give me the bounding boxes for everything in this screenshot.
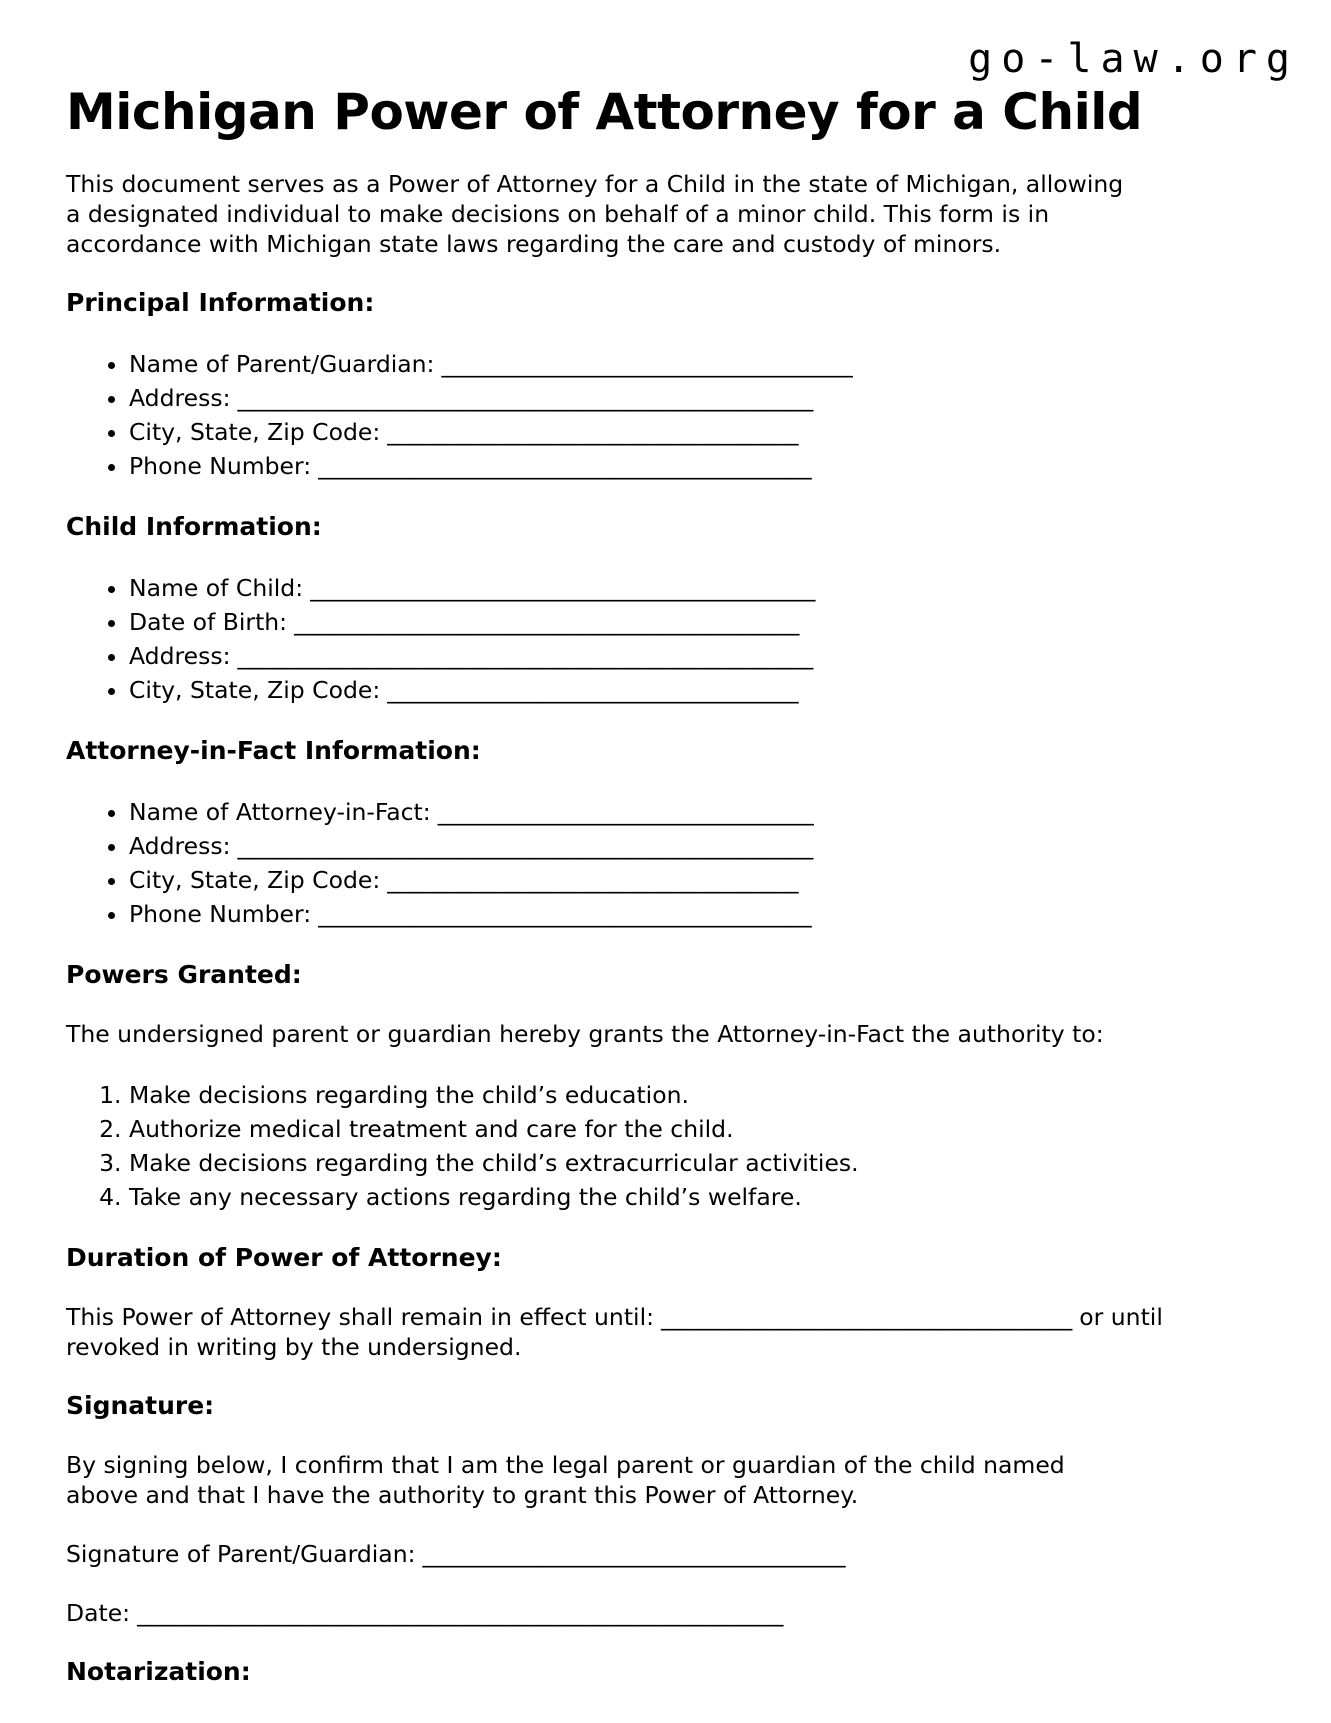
- duration-text-before: This Power of Attorney shall remain in effect until:: [66, 1303, 655, 1331]
- field-row-attorney-phone: [129, 897, 1265, 931]
- powers-granted-heading: Powers Granted:: [66, 960, 302, 989]
- field-label: City, State, Zip Code:: [129, 418, 381, 446]
- blank-line: __________________________________________: [318, 452, 812, 480]
- power-item: 4. Take any necessary actions regarding the child’s welfare.: [129, 1180, 1265, 1214]
- blank-line: ___________________________________________: [310, 574, 816, 602]
- duration-line: [66, 1302, 1265, 1332]
- field-row-parent-address: [129, 381, 1265, 415]
- blank-line: _________________________________________________: [237, 642, 814, 670]
- field-label: Name of Child:: [129, 574, 304, 602]
- signature-line-label: Signature of Parent/Guardian:: [66, 1540, 416, 1568]
- signature-statement: [66, 1450, 1265, 1510]
- duration-text-after: or until: [1079, 1303, 1163, 1331]
- duration-line: revoked in writing by the undersigned.: [66, 1333, 522, 1361]
- blank-line: ___________________________________: [387, 676, 799, 704]
- field-label: Address:: [129, 642, 231, 670]
- date-blank-line: _______________________________________________________: [137, 1599, 784, 1627]
- attorney-information-heading: Attorney-in-Fact Information:: [66, 736, 481, 765]
- field-row-child-dob: [129, 605, 1265, 639]
- field-label: Date of Birth:: [129, 608, 288, 636]
- field-row-attorney-address: [129, 829, 1265, 863]
- date-line-label: Date:: [66, 1599, 131, 1627]
- date-line-row: [66, 1598, 1265, 1628]
- field-row-parent-city-state-zip: [129, 415, 1265, 449]
- intro-line: a designated individual to make decisions on behalf of a minor child. This form is in: [66, 200, 1050, 228]
- field-label: Address:: [129, 384, 231, 412]
- attorney-information-list: [66, 795, 1265, 931]
- field-label: Address:: [129, 832, 231, 860]
- field-row-parent-phone: [129, 449, 1265, 483]
- field-label: Name of Parent/Guardian:: [129, 350, 435, 378]
- blank-line: ___________________________________: [387, 866, 799, 894]
- power-item: 2. Authorize medical treatment and care for the child.: [129, 1112, 1265, 1146]
- blank-line: _________________________________________________: [237, 832, 814, 860]
- field-row-child-address: [129, 639, 1265, 673]
- duration-heading: Duration of Power of Attorney:: [66, 1243, 502, 1272]
- duration-blank-line: ___________________________________: [661, 1303, 1073, 1331]
- duration-paragraph: [66, 1302, 1265, 1362]
- document-title: Michigan Power of Attorney for a Child: [66, 83, 1143, 141]
- field-label: Name of Attorney-in-Fact:: [129, 798, 431, 826]
- powers-list: [66, 1078, 1265, 1214]
- blank-line: ___________________________________: [441, 350, 853, 378]
- signature-statement-line: By signing below, I confirm that I am the legal parent or guardian of the child named: [66, 1451, 1065, 1479]
- intro-line: accordance with Michigan state laws regarding the care and custody of minors.: [66, 230, 1002, 258]
- field-label: City, State, Zip Code:: [129, 866, 381, 894]
- field-row-child-name: [129, 571, 1265, 605]
- principal-information-list: [66, 347, 1265, 483]
- power-item: 1. Make decisions regarding the child’s education.: [129, 1078, 1265, 1112]
- field-row-attorney-name: [129, 795, 1265, 829]
- blank-line: ________________________________: [437, 798, 814, 826]
- blank-line: __________________________________________: [318, 900, 812, 928]
- intro-paragraph: [66, 169, 1265, 259]
- powers-intro: The undersigned parent or guardian hereby grants the Attorney-in-Fact the authority to:: [66, 1020, 1104, 1048]
- signature-statement-line: above and that I have the authority to grant this Power of Attorney.: [66, 1481, 859, 1509]
- field-label: Phone Number:: [129, 900, 312, 928]
- field-row-parent-name: [129, 347, 1265, 381]
- notarization-heading: Notarization:: [66, 1657, 251, 1686]
- field-label: City, State, Zip Code:: [129, 676, 381, 704]
- intro-line: This document serves as a Power of Attorney for a Child in the state of Michigan, allowing: [66, 170, 1124, 198]
- signature-line-row: [66, 1539, 1265, 1569]
- signature-blank-line: ____________________________________: [422, 1540, 846, 1568]
- blank-line: ___________________________________________: [294, 608, 800, 636]
- field-row-attorney-city-state-zip: [129, 863, 1265, 897]
- child-information-heading: Child Information:: [66, 512, 322, 541]
- blank-line: _________________________________________________: [237, 384, 814, 412]
- power-item: 3. Make decisions regarding the child’s extracurricular activities.: [129, 1146, 1265, 1180]
- site-watermark: go-law.org: [968, 36, 1299, 82]
- principal-information-heading: Principal Information:: [66, 288, 375, 317]
- blank-line: ___________________________________: [387, 418, 799, 446]
- field-label: Phone Number:: [129, 452, 312, 480]
- child-information-list: [66, 571, 1265, 707]
- signature-heading: Signature:: [66, 1391, 215, 1420]
- bottom-whitespace: [66, 1716, 1265, 1723]
- field-row-child-city-state-zip: [129, 673, 1265, 707]
